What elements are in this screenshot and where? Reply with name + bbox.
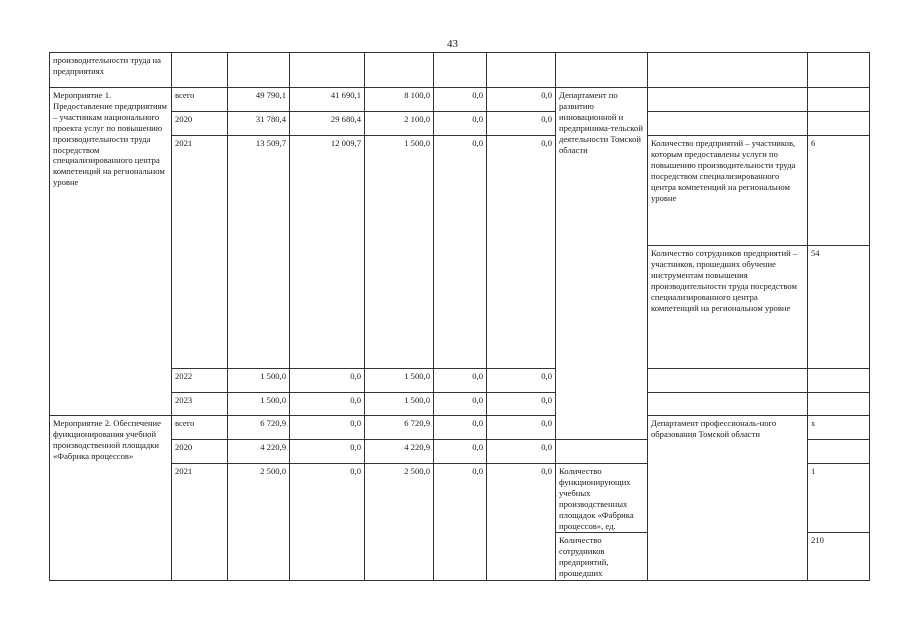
value-cell: 0,0 (434, 440, 487, 464)
page-number: 43 (447, 38, 458, 50)
value-cell: 0,0 (487, 440, 556, 464)
year-cell: 2021 (172, 136, 228, 369)
value-cell: 4 220,9 (228, 440, 290, 464)
indicator-value: 54 (808, 246, 870, 369)
indicator-text: Количество сотрудников предприятий, прошедших (556, 533, 648, 581)
value-cell: 2 500,0 (228, 464, 290, 581)
value-cell: 1 500,0 (228, 369, 290, 393)
value-cell: 12 009,7 (290, 136, 365, 369)
year-cell: 2023 (172, 393, 228, 416)
value-cell: 1 500,0 (365, 136, 434, 369)
indicator-value: 210 (808, 533, 870, 581)
value-cell: 6 720,9 (228, 416, 290, 440)
year-cell: 2020 (172, 112, 228, 136)
table-row (50, 112, 870, 136)
value-cell: 13 509,7 (228, 136, 290, 369)
value-cell: 31 780,4 (228, 112, 290, 136)
value-cell: 0,0 (290, 369, 365, 393)
value-cell: 0,0 (487, 88, 556, 112)
year-cell: всего (172, 88, 228, 112)
value-cell: 2 100,0 (365, 112, 434, 136)
value-cell: 0,0 (434, 393, 487, 416)
indicator-value: 6 (808, 136, 870, 246)
table-row (50, 369, 870, 393)
value-cell: 0,0 (434, 88, 487, 112)
value-cell: 0,0 (434, 464, 487, 581)
value-cell: 0,0 (487, 136, 556, 369)
year-cell: 2021 (172, 464, 228, 581)
value-cell: 1 500,0 (228, 393, 290, 416)
program-table (49, 52, 870, 581)
year-cell: 2020 (172, 440, 228, 464)
table-row (50, 88, 870, 112)
value-cell: 0,0 (487, 369, 556, 393)
measure-2-executor: Департамент профессиональ-ного образования Томской области (648, 416, 808, 581)
year-cell: всего (172, 416, 228, 440)
table-row (50, 393, 870, 416)
value-cell: 0,0 (487, 464, 556, 581)
value-cell: 0,0 (434, 136, 487, 369)
value-cell: 1 500,0 (365, 393, 434, 416)
table-row (50, 136, 870, 246)
indicator-text: Количество предприятий – участников, которым предоставлены услуги по повышению производительности труда посредством специализированного центра компетенций на региональном уровне (648, 136, 808, 246)
continuation-label: производительности труда на предприятиях (50, 53, 172, 88)
value-cell: 0,0 (290, 393, 365, 416)
value-cell: 0,0 (434, 369, 487, 393)
indicator-text: Количество функционирующих учебных производственных площадок «Фабрика процессов», ед. (556, 464, 648, 533)
table-row (50, 416, 870, 440)
continuation-row (50, 53, 870, 88)
value-cell: 29 680,4 (290, 112, 365, 136)
indicator-value: 1 (808, 464, 870, 533)
value-cell: 41 690,1 (290, 88, 365, 112)
value-cell: 49 790,1 (228, 88, 290, 112)
value-cell: 4 220,9 (365, 440, 434, 464)
value-cell: 6 720,9 (365, 416, 434, 440)
value-cell: 0,0 (487, 416, 556, 440)
value-cell: 2 500,0 (365, 464, 434, 581)
value-cell: 0,0 (434, 416, 487, 440)
measure-1-executor: Департамент по развитию инновационной и предпринима-тельской деятельности Томской области (556, 88, 648, 440)
value-cell: 0,0 (290, 416, 365, 440)
value-cell: 0,0 (487, 112, 556, 136)
indicator-text: Количество сотрудников предприятий – участников, прошедших обучение инструментам повышения производительности труда посредством специализированного центра компетенций на региональном уровне (648, 246, 808, 369)
x-mark: x (808, 416, 870, 440)
value-cell: 0,0 (434, 112, 487, 136)
measure-2-name: Мероприятие 2. Обеспечение функционирования учебной производственной площадки «Фабрика процессов» (50, 416, 172, 581)
value-cell: 1 500,0 (365, 369, 434, 393)
measure-1-name: Мероприятие 1. Предоставление предприятиям – участникам национального проекта услуг по повышению производительности труда посредством специализированного центра компетенций на региональном уровне (50, 88, 172, 416)
value-cell: 0,0 (290, 464, 365, 581)
year-cell: 2022 (172, 369, 228, 393)
value-cell: 0,0 (487, 393, 556, 416)
value-cell: 8 100,0 (365, 88, 434, 112)
value-cell: 0,0 (290, 440, 365, 464)
